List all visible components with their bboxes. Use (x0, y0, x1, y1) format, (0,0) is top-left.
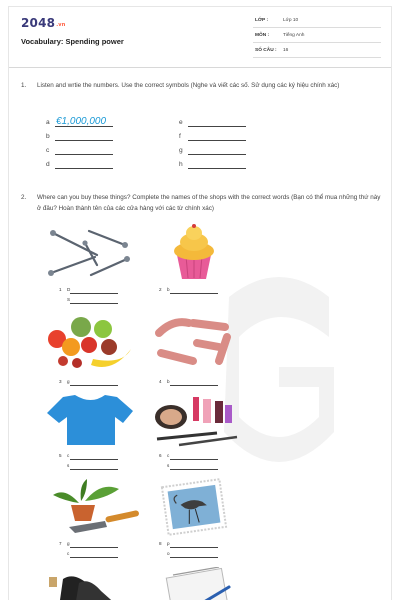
question-2 (21, 193, 381, 214)
blank-letter: b (46, 133, 50, 140)
shop-number: 2 (159, 287, 162, 292)
shop-number: 5 (59, 453, 62, 458)
blank-line (188, 126, 246, 127)
blank-line (188, 140, 246, 141)
nails-icon (45, 223, 131, 279)
cupcake-icon (169, 223, 219, 281)
shop-blank-1[interactable] (70, 459, 118, 460)
shop-second-letter: o (167, 551, 170, 556)
blank-letter: d (46, 161, 50, 168)
shop-number: 1 (59, 287, 62, 292)
cosmetics-icon (149, 391, 241, 449)
blank-letter: c (46, 147, 50, 154)
shop-blank-1[interactable] (70, 547, 118, 548)
shop-number: 6 (159, 453, 162, 458)
blank-letter: f (179, 133, 181, 140)
shop-blank-1[interactable] (170, 293, 218, 294)
blank-letter: h (179, 161, 183, 168)
shop-number: 3 (59, 379, 62, 384)
sausages-icon (149, 313, 239, 371)
worksheet-title: Vocabulary: Spending power (21, 37, 124, 46)
shop-second-letter: s (67, 463, 70, 468)
shop-first-letter: b (167, 379, 170, 384)
shop-blank-1[interactable] (70, 385, 118, 386)
meta-question-count (253, 46, 381, 58)
shop-second-letter: s (167, 463, 170, 468)
question-text: Where can you buy these things? Complete the names of the shops with the correct words (Bạn có thể mua những thứ này ở đâu? Hoàn thành tên của các cửa hàng với các từ chính xác) (37, 194, 381, 212)
high-heel-shoes-icon (45, 567, 125, 600)
meta-value: Tiếng Anh (283, 33, 305, 38)
shop-first-letter: c (67, 453, 70, 458)
postage-stamp-icon (159, 477, 229, 537)
meta-label: SỐ CÂU : (255, 48, 277, 53)
shop-second-letter: S (67, 297, 71, 302)
meta-class (253, 16, 381, 28)
shop-first-letter: g (67, 541, 70, 546)
shop-first-letter: D (67, 287, 71, 292)
plant-trowel-icon (45, 475, 145, 537)
blank-line (55, 140, 113, 141)
shop-blank-2[interactable] (70, 557, 118, 558)
meta-subject (253, 31, 381, 43)
site-logo[interactable]: 2048.vn (21, 16, 66, 30)
shop-number: 7 (59, 541, 62, 546)
blank-letter: e (179, 119, 183, 126)
watermark-logo (209, 257, 339, 487)
blank-line (55, 126, 113, 127)
blank-answer: €1,000,000 (56, 116, 107, 127)
meta-label: LỚP : (255, 18, 269, 23)
shop-number: 8 (159, 541, 162, 546)
shop-blank-2[interactable] (70, 469, 118, 470)
shop-blank-2[interactable] (170, 469, 218, 470)
question-text: Listen and wrtie the numbers. Use the correct symbols (Nghe và viết các số. Sử dụng các ký hiệu chính xác) (37, 82, 340, 89)
meta-value: Lớp 10 (283, 18, 299, 23)
header-divider (9, 67, 391, 68)
fruit-vegetables-icon (43, 313, 135, 371)
shop-first-letter: b (167, 287, 170, 292)
shop-blank-2[interactable] (70, 303, 118, 304)
shop-blank-2[interactable] (170, 557, 218, 558)
shop-blank-1[interactable] (170, 547, 218, 548)
question-1 (21, 81, 381, 92)
shop-number: 4 (159, 379, 162, 384)
blank-letter: g (179, 147, 183, 154)
blank-line (55, 154, 113, 155)
blank-line (188, 168, 246, 169)
shop-blank-1[interactable] (70, 293, 118, 294)
meta-label: MÔN : (255, 33, 270, 38)
shop-second-letter: c (67, 551, 70, 556)
shop-first-letter: p (167, 541, 170, 546)
notepad-pen-icon (159, 567, 239, 600)
shop-first-letter: g (67, 379, 70, 384)
shop-first-letter: c (167, 453, 170, 458)
shop-blank-1[interactable] (170, 459, 218, 460)
blank-letter: a (46, 119, 50, 126)
blank-line (55, 168, 113, 169)
worksheet-page (8, 6, 392, 600)
tshirt-icon (45, 391, 135, 447)
meta-value: 16 (283, 48, 289, 53)
shop-blank-1[interactable] (170, 385, 218, 386)
question-number: 1. (21, 82, 27, 89)
question-number: 2. (21, 194, 27, 201)
blank-line (188, 154, 246, 155)
